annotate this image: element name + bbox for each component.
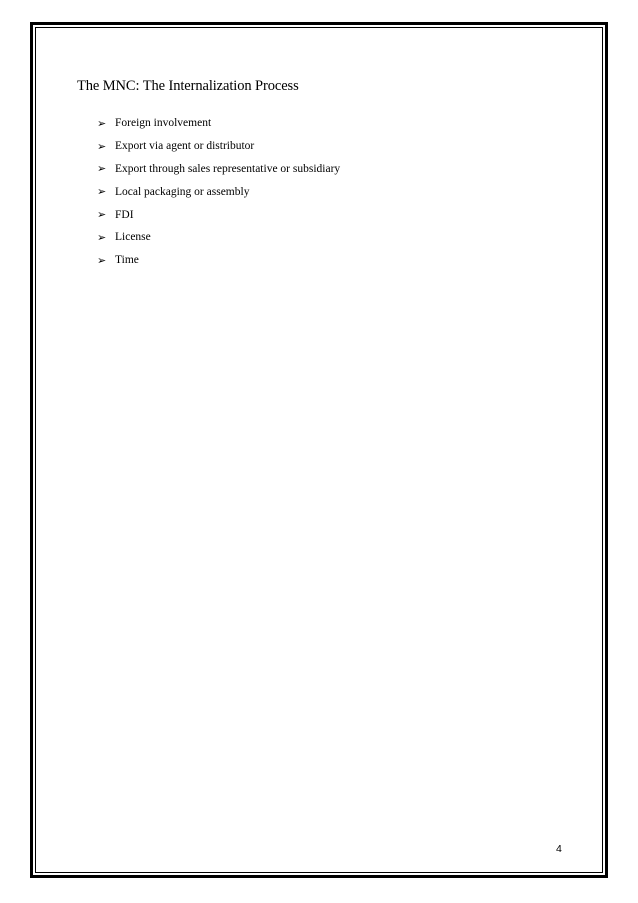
list-item (97, 158, 340, 181)
list-item-text: Export through sales representative or subsidiary (115, 162, 341, 175)
list-item-text: Export via agent or distributor (115, 140, 255, 153)
list-item (97, 249, 340, 272)
arrow-bullet-icon: ➢ (97, 185, 107, 199)
list-item-text: FDI (115, 208, 134, 221)
list-item (97, 180, 340, 203)
list-item (97, 203, 340, 226)
section-heading: The MNC: The Internalization Process (77, 78, 299, 94)
list-item (97, 135, 340, 158)
arrow-bullet-icon: ➢ (97, 162, 107, 176)
bullet-list (97, 112, 340, 272)
arrow-bullet-icon: ➢ (97, 139, 107, 153)
list-item (97, 226, 340, 249)
arrow-bullet-icon: ➢ (97, 116, 107, 130)
arrow-bullet-icon: ➢ (97, 208, 107, 222)
list-item-text: License (115, 231, 151, 244)
arrow-bullet-icon: ➢ (97, 230, 107, 244)
list-item-text: Local packaging or assembly (115, 185, 250, 198)
list-item (97, 112, 340, 135)
list-item-text: Time (115, 254, 139, 267)
arrow-bullet-icon: ➢ (97, 253, 107, 267)
page-number: 4 (556, 843, 562, 855)
list-item-text: Foreign involvement (115, 117, 212, 130)
